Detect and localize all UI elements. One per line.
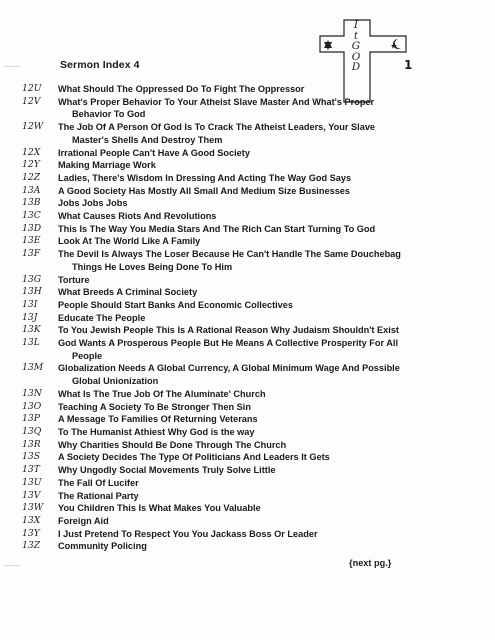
sermon-entry bbox=[22, 515, 492, 528]
sermon-title: Why Ungodly Social Movements Truly Solve Little bbox=[58, 465, 276, 476]
sermon-entry bbox=[22, 210, 492, 223]
sermon-entry bbox=[22, 528, 492, 541]
sermon-entry bbox=[22, 502, 492, 515]
sermon-code: 13P bbox=[22, 413, 40, 425]
sermon-entry bbox=[22, 362, 492, 387]
sermon-title: Ladies, There's Wisdom In Dressing And Acting The Way God Says bbox=[58, 172, 352, 183]
sermon-title: To You Jewish People This Is A Rational Reason Why Judaism Shouldn't Exist bbox=[58, 325, 399, 336]
sermon-title: This Is The Way You Media Stars And The Rich Can Start Turning To God bbox=[58, 223, 376, 234]
sermon-title: Why Charities Should Be Done Through The Church bbox=[58, 439, 287, 450]
sermon-code: 13R bbox=[22, 438, 41, 450]
punch-hole-mark bbox=[4, 565, 20, 566]
sermon-title: Torture bbox=[58, 274, 90, 285]
sermon-title: Educate The People bbox=[58, 312, 146, 323]
sermon-title: What Is The True Job Of The Aluminate' Church bbox=[58, 388, 266, 399]
sermon-code: 13D bbox=[22, 222, 42, 234]
sermon-list bbox=[22, 83, 492, 553]
sermon-entry bbox=[22, 83, 492, 96]
sermon-title: Making Marriage Work bbox=[58, 160, 156, 171]
sermon-title: To The Humanist Athiest Why God is the way bbox=[58, 426, 255, 437]
sermon-code: 13Z bbox=[22, 540, 41, 552]
sermon-code: 13G bbox=[22, 273, 42, 285]
sermon-entry bbox=[22, 439, 492, 452]
sermon-code: 13H bbox=[22, 286, 42, 298]
page-number: 1 bbox=[404, 58, 413, 72]
sermon-entry bbox=[22, 121, 492, 146]
sermon-code: 13W bbox=[22, 502, 44, 514]
sermon-entry bbox=[22, 147, 492, 160]
sermon-code: 13L bbox=[22, 337, 40, 349]
sermon-title: What Breeds A Criminal Society bbox=[58, 287, 198, 298]
sermon-entry bbox=[22, 197, 492, 210]
sermon-entry bbox=[22, 185, 492, 198]
sermon-title: A Message To Families Of Returning Veterans bbox=[58, 414, 258, 425]
sermon-entry bbox=[22, 312, 492, 325]
sermon-title: Look At The World Like A Family bbox=[58, 236, 201, 247]
sermon-code: 13E bbox=[22, 235, 41, 247]
sermon-code: 13M bbox=[22, 362, 44, 374]
sermon-entry bbox=[22, 540, 492, 553]
sermon-entry bbox=[22, 464, 492, 477]
next-page-note: {next pg.} bbox=[349, 558, 392, 568]
sermon-entry bbox=[22, 413, 492, 426]
sermon-code: 12Z bbox=[22, 171, 41, 183]
sermon-title: A Good Society Has Mostly All Small And Medium Size Businesses bbox=[58, 185, 351, 196]
sermon-code: 12X bbox=[22, 146, 41, 158]
sermon-title: What's Proper Behavior To Your Atheist Slave Master And What's Proper Behavior To God bbox=[58, 96, 375, 120]
punch-hole-mark bbox=[4, 66, 20, 67]
sermon-entry bbox=[22, 401, 492, 414]
sermon-code: 13A bbox=[22, 184, 41, 196]
sermon-code: 12V bbox=[22, 95, 41, 107]
sermon-code: 13C bbox=[22, 210, 41, 222]
sermon-code: 12W bbox=[22, 121, 44, 133]
sermon-entry bbox=[22, 337, 492, 362]
sermon-code: 13V bbox=[22, 489, 41, 501]
sermon-title: The Devil Is Always The Loser Because He Can't Handle The Same Douchebag Things He Loves Being Done To Him bbox=[58, 249, 401, 272]
sermon-entry bbox=[22, 388, 492, 401]
sermon-title: What Should The Oppressed Do To Fight The Oppressor bbox=[58, 84, 305, 94]
sermon-title: Irrational People Can't Have A Good Society bbox=[58, 147, 250, 158]
sermon-entry bbox=[22, 96, 492, 121]
sermon-entry bbox=[22, 274, 492, 287]
sermon-title: What Causes Riots And Revolutions bbox=[58, 211, 217, 222]
sermon-code: 13S bbox=[22, 451, 40, 463]
sermon-entry bbox=[22, 172, 492, 185]
sermon-entry bbox=[22, 248, 492, 273]
sermon-entry bbox=[22, 490, 492, 503]
sermon-code: 13J bbox=[22, 311, 38, 323]
page-title: Sermon Index 4 bbox=[60, 59, 140, 71]
sermon-title: The Rational Party bbox=[58, 490, 139, 501]
sermon-entry bbox=[22, 324, 492, 337]
sermon-code: 13N bbox=[22, 387, 42, 399]
sermon-entry bbox=[22, 286, 492, 299]
sermon-code: 13U bbox=[22, 476, 42, 488]
sermon-code: 13B bbox=[22, 197, 41, 209]
sermon-title: Teaching A Society To Be Stronger Then Sin bbox=[58, 401, 251, 412]
sermon-code: 12Y bbox=[22, 159, 40, 171]
sermon-code: 12U bbox=[22, 83, 42, 94]
sermon-title: A Society Decides The Type Of Politicians And Leaders It Gets bbox=[58, 452, 330, 463]
sermon-entry bbox=[22, 451, 492, 464]
sermon-code: 13K bbox=[22, 324, 41, 336]
sermon-title: Community Policing bbox=[58, 541, 147, 552]
sermon-code: 13T bbox=[22, 464, 40, 476]
sermon-entry bbox=[22, 159, 492, 172]
sermon-entry bbox=[22, 223, 492, 236]
sermon-code: 13X bbox=[22, 514, 41, 526]
sermon-code: 13I bbox=[22, 298, 38, 310]
sermon-title: The Fall Of Lucifer bbox=[58, 477, 139, 488]
sermon-title: The Job Of A Person Of God Is To Crack The Atheist Leaders, Your Slave Master's Shells And Destroy Them bbox=[58, 122, 376, 145]
sermon-code: 13Y bbox=[22, 527, 40, 539]
sermon-entry bbox=[22, 299, 492, 312]
sermon-title: Jobs Jobs Jobs bbox=[58, 198, 128, 209]
sermon-title: Globalization Needs A Global Currency, A Global Minimum Wage And Possible Global Unionization bbox=[58, 363, 400, 387]
sermon-code: 13O bbox=[22, 400, 42, 412]
sermon-code: 13F bbox=[22, 248, 41, 260]
sermon-title: Foreign Aid bbox=[58, 515, 109, 526]
sermon-title: God Wants A Prosperous People But He Means A Collective Prosperity For All People bbox=[58, 338, 398, 361]
sermon-title: People Should Start Banks And Economic Collectives bbox=[58, 299, 294, 310]
sermon-entry bbox=[22, 477, 492, 490]
sermon-entry bbox=[22, 235, 492, 248]
sermon-title: I Just Pretend To Respect You You Jackass Boss Or Leader bbox=[58, 528, 318, 539]
cross-lettering: I t G O D bbox=[351, 19, 361, 73]
sermon-entry bbox=[22, 426, 492, 439]
sermon-title: You Children This Is What Makes You Valuable bbox=[58, 503, 261, 514]
sermon-code: 13Q bbox=[22, 425, 42, 437]
